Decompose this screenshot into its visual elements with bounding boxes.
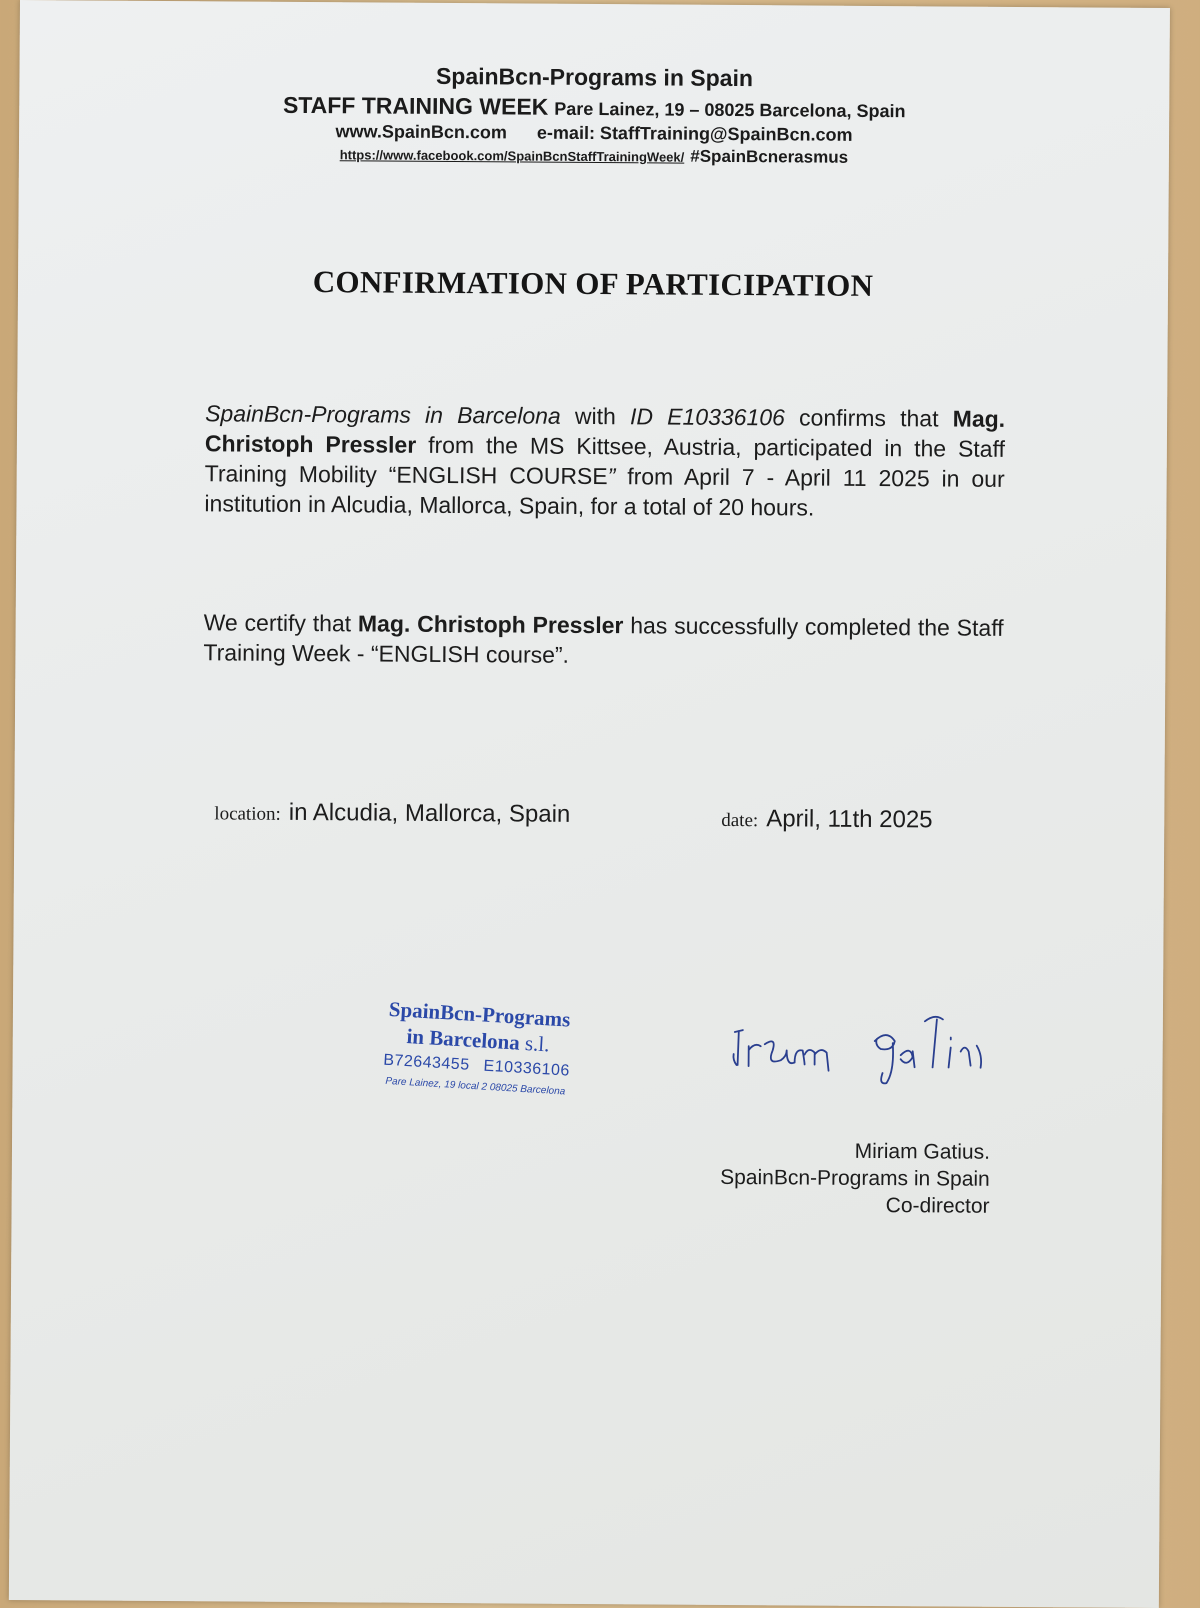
handwritten-signature	[724, 1010, 1015, 1092]
signature-block	[602, 1136, 991, 1220]
stamp-line2-text: in Barcelona	[405, 1024, 521, 1055]
stamp-line1: SpainBcn-Programs	[388, 996, 571, 1032]
org-ref: SpainBcn-Programs in Barcelona	[205, 400, 561, 429]
org-name: SpainBcn-Programs in Spain	[435, 62, 754, 92]
date-value: April, 11th 2025	[766, 805, 933, 834]
email-link[interactable]: e-mail: StaffTraining@SpainBcn.com	[536, 122, 853, 145]
stamp-suffix: s.l.	[519, 1030, 551, 1057]
stamp-address: Pare Lainez, 19 local 2 08025 Barcelona	[385, 1075, 566, 1098]
institution-id: ID E10336106	[629, 403, 785, 431]
hashtag: #SpainBcnerasmus	[690, 146, 849, 167]
certification-paragraph	[203, 607, 1003, 673]
company-stamp	[350, 994, 605, 1100]
date-label: date:	[721, 809, 759, 832]
signer-role: Co-director	[885, 1194, 990, 1218]
signer-name: Miriam Gatius.	[854, 1139, 991, 1164]
location-label: location:	[214, 803, 281, 825]
location-field	[214, 798, 570, 828]
text-confirms: confirms that	[784, 404, 953, 432]
confirmation-paragraph	[204, 398, 1005, 524]
date-field	[721, 805, 932, 834]
text-with: with	[560, 402, 631, 430]
participant-name-2: Mag. Christoph Pressler	[357, 610, 624, 639]
facebook-link[interactable]: https://www.facebook.com/SpainBcnStaffTrainingWeek/	[339, 147, 685, 165]
location-value: in Alcudia, Mallorca, Spain	[288, 798, 571, 828]
text-rest1: from the MS Kittsee, Austria, participated in the Staff Training Mobility “ENGLISH COURSE	[204, 431, 1005, 490]
certify-rest: has successfully completed the Staff Training Week - “ENGLISH course”.	[203, 612, 1004, 668]
program-name: STAFF TRAINING WEEK	[282, 91, 549, 120]
document-page	[9, 0, 1170, 1608]
document-title: CONFIRMATION OF PARTICIPATION	[312, 264, 874, 303]
stamp-id: E10336106	[483, 1057, 571, 1080]
signer-org: SpainBcn-Programs in Spain	[720, 1165, 990, 1191]
org-address: Pare Lainez, 19 – 08025 Barcelona, Spain	[554, 98, 906, 122]
text-rest2: from April 7 - April 11 2025 in our institution in Alcudia, Mallorca, Spain, for a total of 20 hours.	[204, 463, 1005, 521]
website-link[interactable]: www.SpainBcn.com	[335, 121, 508, 143]
stamp-tax-id: B72643455	[382, 1051, 471, 1074]
quote-end: ”	[607, 463, 616, 490]
certify-lead: We certify that	[203, 609, 359, 637]
participant-name: Mag. Christoph Pressler	[204, 405, 1006, 458]
